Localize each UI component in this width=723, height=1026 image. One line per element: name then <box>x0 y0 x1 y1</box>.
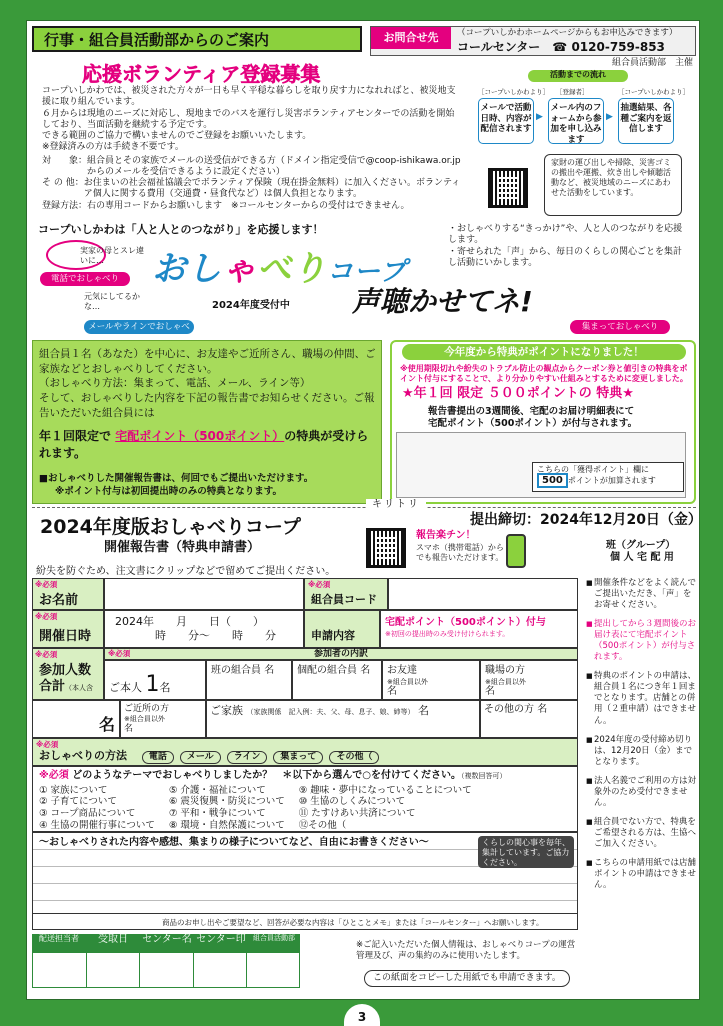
bonus-bar: 今年度から特典がポイントになりました！ <box>402 344 686 360</box>
activity-note: 家財の運び出しや掃除、災害ゴミの搬出や運搬、炊き出しや傾聴活動など、被災地域のニーズにあわせた活動をしています。 <box>544 154 682 216</box>
self-count[interactable]: ご本人 1名 <box>104 660 206 700</box>
method-row: ※必須 おしゃべりの方法 電話 メール ライン 集まって その他（ <box>32 738 578 766</box>
bonus-box: 今年度から特典がポイントになりました！ ※使用期限切れや紛失のトラブル防止の観点からクーポン券と値引きの特典をポイント付与にすることで、より分かりやすい仕組みとするために変更しました。 ★年１回 限定 ５００ポイントの 特典★ 報告書提出の3週間後、宅配のお届け明細表にて 宅配ポイント（500ポイント）が付与されます。 こちらの「獲得ポイント」欄に 500 ポイントが加算されます <box>390 340 696 504</box>
bubble-mother: 実家の母とスレ違いに… <box>80 246 144 265</box>
arrow-right-icon: ▶ <box>536 112 543 122</box>
guide-box: 組合員１名（あなた）を中心に、お友達やご近所さん、職場の仲間、ご家族などとおしゃべりしてください。 （おしゃべり方法：集まって、電話、メール、ライン等） そして、おしゃべりした内容を下記の報告書でお知らせください。ご報告いただいた組合員には 年１回限定で 宅配ポイント（500ポイント）の特典が受けられます。 ■おしゃべりした開催報告書は、何回でもご提出いただけます。 ※ポイント付与は初回提出時のみの特典となります。 <box>32 340 382 504</box>
family-count[interactable]: ご家族 （家族関係 記入例：夫、父、母、息子、娘、姉等） 名 <box>206 700 480 738</box>
theme-box: ※必須 どのようなテーマでおしゃべりしましたか？ ＊以下から選んで○を付けてください。（複数回答可） ① 家族について ② 子育てについて ③ コープ商品について ④ 生協の開催行事について ⑤ 介護・福祉について ⑥ 震災復興・防災について ⑦ 平和・戦争について ⑧ 環境・自然保護について ⑨ 趣味・夢中になっていることについて ⑩ 生協のしくみについて ⑪ たすけあい共済について ⑫その他（ <box>32 766 578 832</box>
bonus-title: ★年１回 限定 ５００ポイントの 特典★ <box>402 386 634 401</box>
form-title: 2024年度版おしゃべりコープ <box>40 516 301 538</box>
cut-line <box>32 507 696 508</box>
count-label: 参加人数合計（本人含 <box>32 648 104 700</box>
code-label: 組合員コード <box>304 578 388 610</box>
flow-step-3: 抽選結果、各種ご案内を返信します <box>618 98 674 144</box>
participants-header: 参加者の内訳 <box>104 648 578 660</box>
method-other[interactable]: その他（ <box>329 751 379 764</box>
raku-note: 報告楽チン！ スマホ（携帯電話）からでも報告いただけます。 <box>416 530 504 562</box>
code-input[interactable] <box>388 578 578 610</box>
others-count[interactable]: その他の方 名 <box>480 700 578 738</box>
qr-code[interactable] <box>488 168 528 208</box>
friend-count[interactable]: お友達 ※組合員以外 名 <box>382 660 480 700</box>
cut-label: キリトリ <box>366 499 426 512</box>
clip-note: 紛失を防ぐため、注文書にクリップなどで留めてご提出ください。 <box>36 566 336 577</box>
apply-label: 申請内容 <box>304 610 380 648</box>
individual-label: 個 人 宅 配 用 <box>610 552 674 563</box>
date-input[interactable]: 2024年 月 日（ ） 時 分～ 時 分 <box>104 610 304 648</box>
section-header: 行事・組合員活動部からのご案内 <box>32 26 362 52</box>
method-gather[interactable]: 集まって <box>273 751 323 764</box>
han-count[interactable]: 班の組合員 名 <box>206 660 292 700</box>
flow-step-1: メールで活動日時、内容が配信されます <box>478 98 534 144</box>
form-footnote: 商品のお申し出やご要望など、回答が必要な内容は「ひとことメモ」または「コールセンター」へお願いします。 <box>162 918 544 927</box>
form-subtitle: 開催報告書（特典申請書） <box>104 540 261 555</box>
name-input[interactable] <box>104 578 304 610</box>
statement-callout: こちらの「獲得ポイント」欄に 500 ポイントが加算されます <box>532 462 684 492</box>
bubble-friend: 元気にしてるかな… <box>84 292 140 311</box>
arrow-right-icon: ▶ <box>606 112 613 122</box>
pill-gather: 集まっておしゃべり <box>570 320 670 334</box>
volunteer-dept: 組合員活動部 主催 <box>612 58 694 68</box>
survey-bubble: くらしの関心事を毎年、集計しています。ご協力ください。 <box>478 836 574 868</box>
contact-badge: お問合せ先 <box>371 27 451 49</box>
date-label: 開催日時 <box>32 610 104 648</box>
volunteer-title: 応援ボランティア登録募集 <box>82 62 321 86</box>
volunteer-section: 応援ボランティア登録募集 組合員活動部 主催 コープいしかわでは、被災された方々が一日も早く平穏な暮らしを取り戻す力になれればと、被災地支援に取り組んでいます。 ６月からは現地のニーズに対応し、現地までのバスを運行し災害ボランティアセンターでの活動を開始しており、当面活動を継続する予定です。 できる範囲のご協力で構いませんのでご登録をお願いいたします。 ※登録済みの方は手続き不要です。 対 象： 組合員とその家族でメールの送受信ができる方（ドメイン指定受信で@coop-ishikawa.or.jpからのメールを受信できるように設定ください） そ の 他： お住まいの社会福祉協議会でボランティア保険（現在掛金無料）に加入ください。ボランティア個人に関する費用（交通費・昼食代など）は個人負担となります。 登録方法： 右の専用コードからお願いします ※コールセンターからの受付はできません。 活動までの流れ ［コープいしかわより］ ［登録者］ ［コープいしかわより］ メールで活動日時、内容が配信されます ▶ メール内のフォームから参加を申し込みます ▶ 抽選結果、各種ご案内を返信します 家財の運び出しや掃除、災害ゴミの搬出や運搬、炊き出しや傾聴活動など、被災地域のニーズにあわせた活動をしています。 <box>32 56 696 220</box>
group-label: 班（グループ） <box>606 540 676 551</box>
phone-icon: ☎ <box>552 40 568 54</box>
report-form: お名前 ※必須 組合員コード ※必須 開催日時 ※必須 2024年 月 日（ ） 時 分～ 時 分 申請内容 宅配ポイント（500ポイント）付与 ※初回の提出時のみ受け付けられます。 参加人数合計（本人含 ※必須 参加者の内訳 ※必須 ご本人 1名 班の組合員 名 個配の組合員 名 お友達 ※組合員以外 名 職場の方 ※組合員以外 名 名 ご近所の方 ※組合員以外 名 ご家族 （家族関係 記入例：夫、父、母、息子、娘、姉等） 名 その他の方 名 ※必須 おしゃべりの方法 電話 メール ライン 集まって その他（ ※必須 どのようなテーマでおしゃべりしましたか？ ＊以下から選んで○を付けてください。（複数回答可） ① 家族について ② 子育てについて ③ コープ商品について ④ 生協の開催行事について ⑤ 介護・福祉について ⑥ 震災復興・防災について ⑦ 平和・戦争について ⑧ 環境・自然保護について ⑨ 趣味・夢中になっていることについて ⑩ 生協のしくみについて ⑪ たすけあい共済について ⑫その他（ ～おしゃべりされた内容や感想、集まりの様子についてなど、自由にお書きください～ くらしの関心事を毎年、集計しています。ご協力ください。 商品のお申し出やご要望など、回答が必要な内容は「ひとことメモ」または「コールセンター」へお願いします。 <box>32 578 578 930</box>
name-label: お名前 <box>32 578 104 610</box>
oshaberi-points: ・おしゃべりする“きっかけ”や、人と人のつながりを応援します。 ・寄せられた「声」から、毎日のくらしの関心ごとを集計し活動にいかします。 <box>448 224 683 268</box>
oshaberi-lead: コープいしかわは「人と人とのつながり」を応援します！ <box>38 223 324 236</box>
privacy-note: ※ご記入いただいた個人情報は、おしゃべりコープの運営管理及び、声の集約のみに使用いたします。 <box>356 940 576 961</box>
contact-note: （コープいしかわホームページからもお申込みできます） <box>457 28 678 38</box>
pill-phone: 電話でおしゃべり <box>40 272 130 286</box>
copy-note: この紙面をコピーした用紙でも申請できます。 <box>364 970 570 987</box>
comment-area[interactable]: ～おしゃべりされた内容や感想、集まりの様子についてなど、自由にお書きください～ <box>32 832 578 914</box>
method-line[interactable]: ライン <box>227 751 268 764</box>
contact-box <box>370 26 696 56</box>
total-count[interactable]: 名 <box>32 700 120 738</box>
apply-value: 宅配ポイント（500ポイント）付与 ※初回の提出時のみ受け付けられます。 <box>380 610 578 648</box>
form-qr-code[interactable] <box>366 528 406 568</box>
office-stamp-table: 配送担当者 受取日 センター名 センター印 組合員活動部 <box>32 934 300 990</box>
smartphone-icon <box>506 534 526 568</box>
method-phone[interactable]: 電話 <box>142 751 174 764</box>
flow-step-2: メール内のフォームから参加を申し込みます <box>548 98 604 144</box>
neighbor-count[interactable]: ご近所の方 ※組合員以外 名 <box>120 700 206 738</box>
volunteer-body: コープいしかわでは、被災された方々が一日も早く平穏な暮らしを取り戻す力になれればと、被災地支援に取り組んでいます。 ６月からは現地のニーズに対応し、現地までのバスを運行し災害ボランティアセンターでの活動を開始しており、当面活動を継続する予定です。 できる範囲のご協力で構いませんのでご登録をお願いいたします。 ※登録済みの方は手続き不要です。 対 象： 組合員とその家族でメールの送受信ができる方（ドメイン指定受信で@coop-ishikawa.or.jpからのメールを受信できるように設定ください） そ の 他： お住まいの社会福祉協議会でボランティア保険（現在掛金無料）に加入ください。ボランティア個人に関する費用（交通費・昼食代など）は個人負担となります。 登録方法： 右の専用コードからお願いします ※コールセンターからの受付はできません。 <box>42 86 461 211</box>
oshaberi-logo: おしゃべりコープ <box>152 249 407 289</box>
page-number: 3 <box>344 1004 380 1026</box>
kobetsu-count[interactable]: 個配の組合員 名 <box>292 660 382 700</box>
voice-logo: 声聴かせてネ! <box>352 285 533 318</box>
oshaberi-year: 2024年度受付中 <box>212 300 290 311</box>
deadline: 提出締切：2024年12月20日（金） <box>470 512 702 528</box>
work-count[interactable]: 職場の方 ※組合員以外 名 <box>480 660 578 700</box>
method-mail[interactable]: メール <box>180 751 221 764</box>
contact-phone: コールセンター ☎ 0120-759-853 <box>457 40 665 54</box>
side-notes: ■ 開催条件などをよく読んでご提出いただき、「声」をお寄せください。 ■ 提出してから３週間後のお届け表にて宅配ポイント（500ポイント）が付与されます。 ■ 特典のポイントの申請は、組合員１名につき年１回までとなります。店舗との併用（２重申請）はできません。 ■ 2024年度の受付締め切りは、12月20日（金）までとなります。 ■ 法人名義でご利用の方は対象外のため受付できません。 ■ 組合員でない方で、特典をご希望される方は、生協へご加入ください。 ■ こちらの申請用紙では店舗ポイントの申請はできません。 <box>586 578 698 899</box>
pill-mail: メールやラインでおしゃべ <box>84 320 194 334</box>
